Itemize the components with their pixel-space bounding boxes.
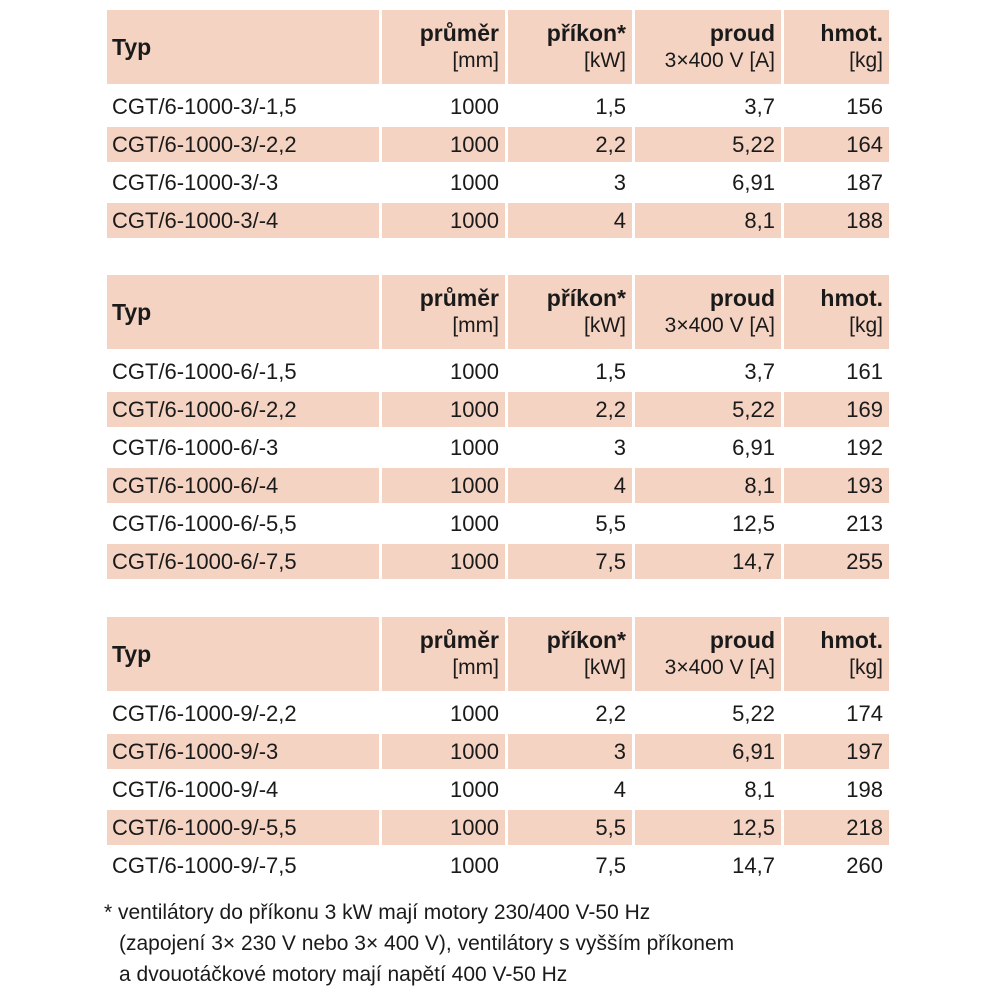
header-prumer-label: průměr [419,627,499,653]
cell-prumer: 1000 [382,848,508,886]
cell-prikon: 1,5 [508,89,635,127]
header-proud-label: proud [709,627,775,653]
cell-typ: CGT/6-1000-6/-7,5 [107,544,382,582]
cell-proud: 12,5 [635,506,784,544]
table-row [107,848,889,886]
header-prikon-label: příkon* [546,627,626,653]
cell-prikon: 5,5 [508,810,635,848]
cell-proud: 3,7 [635,89,784,127]
header-prikon-unit: [kW] [584,49,626,72]
cell-typ: CGT/6-1000-6/-3 [107,430,382,468]
cell-proud: 14,7 [635,848,784,886]
table-row [107,506,889,544]
header-proud-unit: 3×400 V [A] [664,49,775,72]
header-hmot-unit: [kg] [849,656,883,679]
cell-prikon: 7,5 [508,848,635,886]
cell-prumer: 1000 [382,203,508,241]
cell-prumer: 1000 [382,354,508,392]
cell-hmot: 161 [784,354,889,392]
fan-table-3 [107,10,889,241]
cell-proud: 8,1 [635,203,784,241]
table-header-row [107,617,889,696]
cell-typ: CGT/6-1000-9/-5,5 [107,810,382,848]
header-prumer-label: průměr [419,285,499,311]
header-prumer [382,275,508,354]
fan-table-6 [107,275,889,582]
footnote-line-3: a dvouotáčkové motory mají napětí 400 V-50 Hz [119,963,568,986]
cell-hmot: 164 [784,127,889,165]
table-row [107,696,889,734]
cell-prumer: 1000 [382,544,508,582]
cell-prumer: 1000 [382,89,508,127]
header-prumer-unit: [mm] [452,49,499,72]
header-proud-unit: 3×400 V [A] [664,314,775,337]
cell-hmot: 187 [784,165,889,203]
table-header-row [107,10,889,89]
header-hmot [784,275,889,354]
cell-proud: 6,91 [635,430,784,468]
cell-proud: 5,22 [635,696,784,734]
table-row [107,734,889,772]
cell-prikon: 4 [508,772,635,810]
cell-prumer: 1000 [382,392,508,430]
header-prumer-unit: [mm] [452,314,499,337]
cell-hmot: 255 [784,544,889,582]
cell-prumer: 1000 [382,696,508,734]
table-row [107,810,889,848]
header-prikon [508,617,635,696]
footnote-line-2: (zapojení 3× 230 V nebo 3× 400 V), ventilátory s vyšším příkonem [119,932,735,955]
cell-hmot: 192 [784,430,889,468]
cell-typ: CGT/6-1000-6/-5,5 [107,506,382,544]
header-hmot-label: hmot. [820,627,883,653]
cell-hmot: 218 [784,810,889,848]
cell-prumer: 1000 [382,468,508,506]
cell-prikon: 1,5 [508,354,635,392]
cell-proud: 6,91 [635,734,784,772]
header-prikon-unit: [kW] [584,656,626,679]
header-typ: Typ [107,10,382,89]
cell-prikon: 3 [508,165,635,203]
header-hmot-unit: [kg] [849,49,883,72]
cell-hmot: 197 [784,734,889,772]
cell-hmot: 169 [784,392,889,430]
header-hmot [784,617,889,696]
cell-prikon: 2,2 [508,127,635,165]
cell-hmot: 260 [784,848,889,886]
header-typ: Typ [107,275,382,354]
cell-prumer: 1000 [382,810,508,848]
cell-proud: 5,22 [635,392,784,430]
table-row [107,430,889,468]
table-header-row [107,275,889,354]
header-typ: Typ [107,617,382,696]
header-prumer [382,617,508,696]
header-proud [635,10,784,89]
table-row [107,203,889,241]
cell-proud: 6,91 [635,165,784,203]
table-row [107,354,889,392]
cell-hmot: 188 [784,203,889,241]
cell-hmot: 193 [784,468,889,506]
cell-prumer: 1000 [382,506,508,544]
table-row [107,392,889,430]
header-prikon [508,10,635,89]
cell-typ: CGT/6-1000-9/-4 [107,772,382,810]
cell-hmot: 174 [784,696,889,734]
cell-typ: CGT/6-1000-9/-7,5 [107,848,382,886]
table-row [107,468,889,506]
cell-proud: 8,1 [635,468,784,506]
cell-hmot: 213 [784,506,889,544]
header-proud-unit: 3×400 V [A] [664,656,775,679]
header-proud [635,617,784,696]
cell-prumer: 1000 [382,127,508,165]
header-proud-label: proud [709,20,775,46]
cell-prikon: 4 [508,468,635,506]
cell-typ: CGT/6-1000-9/-2,2 [107,696,382,734]
header-hmot [784,10,889,89]
header-prumer-unit: [mm] [452,656,499,679]
header-prikon-unit: [kW] [584,314,626,337]
cell-prumer: 1000 [382,165,508,203]
cell-proud: 12,5 [635,810,784,848]
cell-typ: CGT/6-1000-6/-2,2 [107,392,382,430]
cell-prikon: 7,5 [508,544,635,582]
cell-prikon: 2,2 [508,696,635,734]
cell-prikon: 3 [508,430,635,468]
cell-typ: CGT/6-1000-3/-1,5 [107,89,382,127]
table-row [107,544,889,582]
cell-prikon: 4 [508,203,635,241]
table-row [107,127,889,165]
header-prikon-label: příkon* [546,285,626,311]
cell-proud: 5,22 [635,127,784,165]
cell-prikon: 3 [508,734,635,772]
cell-prumer: 1000 [382,734,508,772]
cell-typ: CGT/6-1000-6/-4 [107,468,382,506]
header-proud-label: proud [709,285,775,311]
cell-proud: 8,1 [635,772,784,810]
table-row [107,772,889,810]
cell-typ: CGT/6-1000-3/-3 [107,165,382,203]
cell-typ: CGT/6-1000-9/-3 [107,734,382,772]
cell-prumer: 1000 [382,430,508,468]
cell-typ: CGT/6-1000-3/-2,2 [107,127,382,165]
cell-typ: CGT/6-1000-6/-1,5 [107,354,382,392]
cell-hmot: 198 [784,772,889,810]
header-hmot-unit: [kg] [849,314,883,337]
header-prumer-label: průměr [419,20,499,46]
cell-prikon: 5,5 [508,506,635,544]
header-prikon-label: příkon* [546,20,626,46]
cell-typ: CGT/6-1000-3/-4 [107,203,382,241]
header-proud [635,275,784,354]
cell-prikon: 2,2 [508,392,635,430]
footnote-line-1: * ventilátory do příkonu 3 kW mají motory 230/400 V-50 Hz [104,901,651,924]
header-hmot-label: hmot. [820,20,883,46]
table-row [107,165,889,203]
header-hmot-label: hmot. [820,285,883,311]
cell-prumer: 1000 [382,772,508,810]
footnote [104,897,984,990]
header-prumer [382,10,508,89]
cell-proud: 3,7 [635,354,784,392]
table-row [107,89,889,127]
header-prikon [508,275,635,354]
cell-hmot: 156 [784,89,889,127]
fan-table-9 [107,617,889,886]
cell-proud: 14,7 [635,544,784,582]
